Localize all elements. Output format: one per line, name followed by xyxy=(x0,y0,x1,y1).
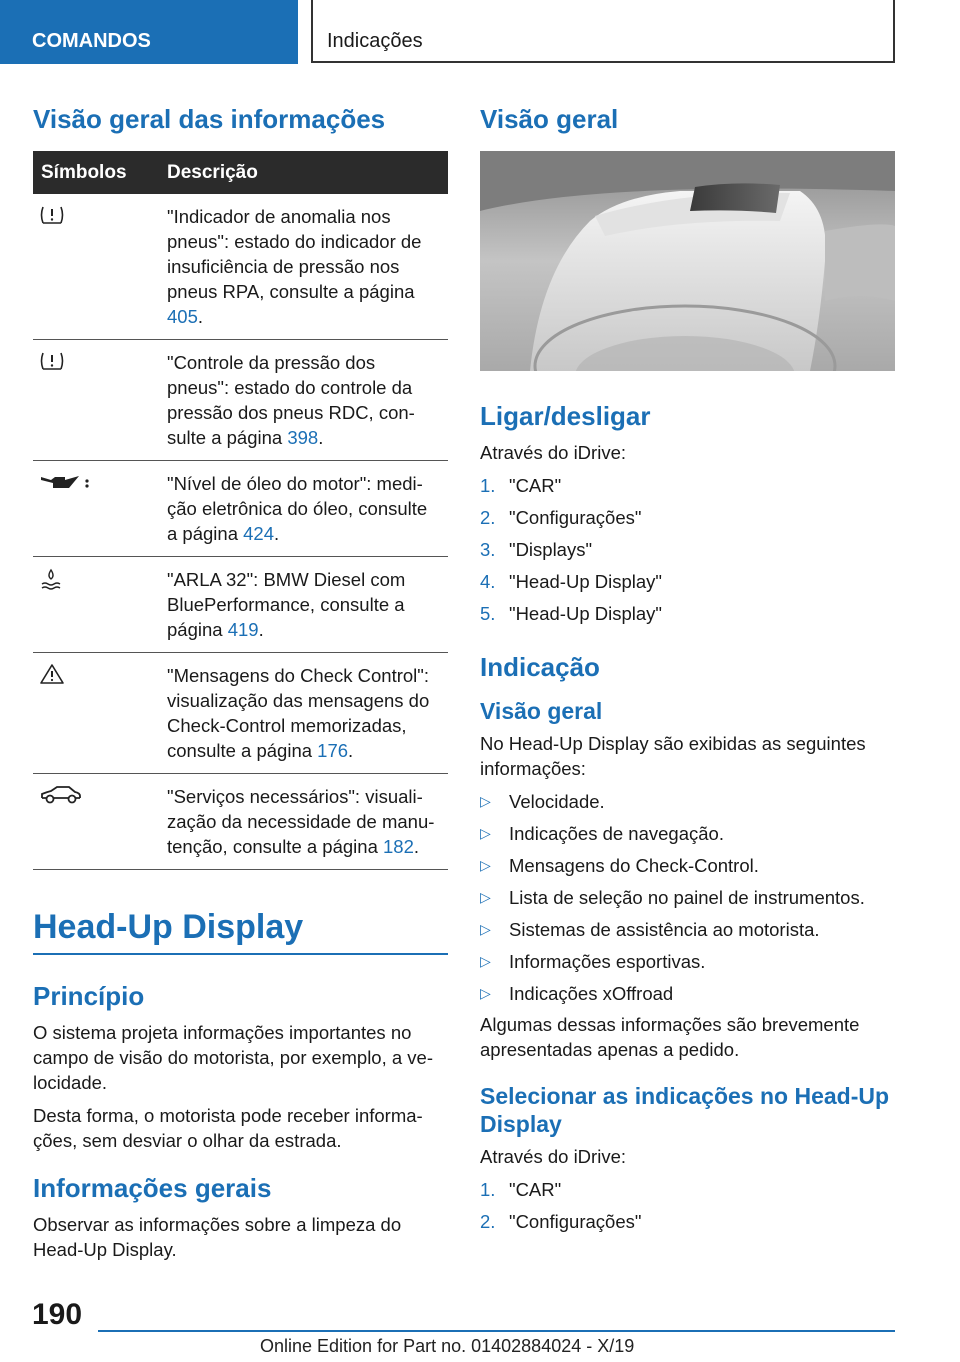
page-link[interactable]: 405 xyxy=(167,306,198,327)
table-row xyxy=(33,774,448,870)
indication-title: Indicação xyxy=(480,652,600,682)
tire-pressure-icon xyxy=(39,204,65,226)
list-item: ▷ Indicações de navegação. xyxy=(480,823,724,844)
page-link[interactable]: 419 xyxy=(227,619,259,640)
bullet-triangle-icon: ▷ xyxy=(480,889,491,905)
onoff-steps xyxy=(480,473,895,626)
list-item: 5. "Head-Up Display" xyxy=(480,603,662,624)
select-title: Selecionar as indicações no Head-Up Display xyxy=(480,1083,890,1137)
symbols-table xyxy=(33,151,448,870)
indication-subtitle: Visão geral xyxy=(480,698,603,724)
list-item: 2. "Configurações" xyxy=(480,507,642,528)
table-row xyxy=(33,194,448,340)
onoff-title: Ligar/desligar xyxy=(480,401,651,431)
row-description: "Nível de óleo do motor": medi-ção eletrônica do óleo, consulte a página 424. xyxy=(159,461,448,557)
service-car-icon xyxy=(39,784,83,806)
row-description: "Controle da pressão dos pneus": estado do controle da pressão dos pneus RDC, con-sulte a página 398. xyxy=(159,340,448,461)
table-row xyxy=(33,557,448,653)
list-item: 1. "CAR" xyxy=(480,1179,562,1200)
select-intro: Através do iDrive: xyxy=(480,1146,626,1167)
list-item: 4. "Head-Up Display" xyxy=(480,571,662,592)
overview-title: Visão geral das informações xyxy=(33,104,386,134)
list-item: ▷ Indicações xOffroad xyxy=(480,983,674,1004)
head-up-display-photo xyxy=(480,151,895,371)
page-link[interactable]: 182 xyxy=(383,836,414,857)
tire-pressure-icon xyxy=(39,350,65,372)
list-item: ▷ Sistemas de assistência ao motorista. xyxy=(480,919,820,940)
bullet-triangle-icon: ▷ xyxy=(480,793,491,809)
footer-edition: Online Edition for Part no. 01402884024 - X/19 xyxy=(260,1336,635,1356)
bullet-triangle-icon: ▷ xyxy=(480,985,491,1001)
col-symbols: Símbolos xyxy=(33,151,159,194)
principle-paragraph-1: O sistema projeta informações importantes no campo de visão do motorista, por exemplo, a ve-locidade. xyxy=(33,1022,433,1093)
hud-title: Head-Up Display xyxy=(33,908,304,946)
principle-paragraph-2: Desta forma, o motorista pode receber informa-ções, sem desviar o olhar da estrada. xyxy=(33,1105,423,1151)
oil-can-icon xyxy=(39,471,95,493)
general-info-title: Informações gerais xyxy=(33,1173,272,1203)
page-link[interactable]: 176 xyxy=(317,740,349,761)
principle-title: Princípio xyxy=(33,981,145,1011)
indication-paragraph: No Head-Up Display são exibidas as seguintes informações: xyxy=(480,733,866,779)
general-info-paragraph: Observar as informações sobre a limpeza do Head-Up Display. xyxy=(33,1214,402,1260)
left-column xyxy=(33,96,448,1270)
list-item: ▷ Informações esportivas. xyxy=(480,951,706,972)
overview-title-right: Visão geral xyxy=(480,104,619,134)
row-description: "Indicador de anomalia nos pneus": estado do indicador de insuficiência de pressão nos pneus RPA, consulte a página 405. xyxy=(159,194,448,340)
indication-bullets xyxy=(480,789,895,1006)
onoff-intro: Através do iDrive: xyxy=(480,442,626,463)
chapter-tab: Indicações xyxy=(311,0,895,63)
right-column xyxy=(480,96,895,1248)
list-item: ▷ Mensagens do Check-Control. xyxy=(480,855,759,876)
list-item: 1. "CAR" xyxy=(480,475,562,496)
footer-rule xyxy=(98,1330,895,1332)
row-description: "Serviços necessários": visuali-zação da necessidade de manu-tenção, consulte a página 182. xyxy=(159,774,448,870)
list-item: 2. "Configurações" xyxy=(480,1211,642,1232)
select-steps xyxy=(480,1177,895,1234)
table-row xyxy=(33,340,448,461)
col-description: Descrição xyxy=(159,151,448,194)
page-link[interactable]: 398 xyxy=(287,427,319,448)
adblue-icon xyxy=(39,567,63,591)
list-item: 3. "Displays" xyxy=(480,539,593,560)
list-item: ▷ Velocidade. xyxy=(480,791,605,812)
table-row xyxy=(33,653,448,774)
bullet-triangle-icon: ▷ xyxy=(480,953,491,969)
page-link[interactable]: 424 xyxy=(243,523,274,544)
list-item: ▷ Lista de seleção no painel de instrumentos. xyxy=(480,887,865,908)
row-description: "Mensagens do Check Control": visualização das mensagens do Check-Control memorizadas, consulte a página 176. xyxy=(159,653,448,774)
warning-triangle-icon xyxy=(39,663,65,685)
page-number: 190 xyxy=(32,1298,83,1331)
bullet-triangle-icon: ▷ xyxy=(480,921,491,937)
bullet-triangle-icon: ▷ xyxy=(480,825,491,841)
table-row xyxy=(33,461,448,557)
row-description: "ARLA 32": BMW Diesel com BluePerformance, consulte a página 419. xyxy=(159,557,448,653)
section-tab: COMANDOS xyxy=(0,0,298,64)
after-bullets-paragraph: Algumas dessas informações são brevemente apresentadas apenas a pedido. xyxy=(480,1014,860,1060)
bullet-triangle-icon: ▷ xyxy=(480,857,491,873)
